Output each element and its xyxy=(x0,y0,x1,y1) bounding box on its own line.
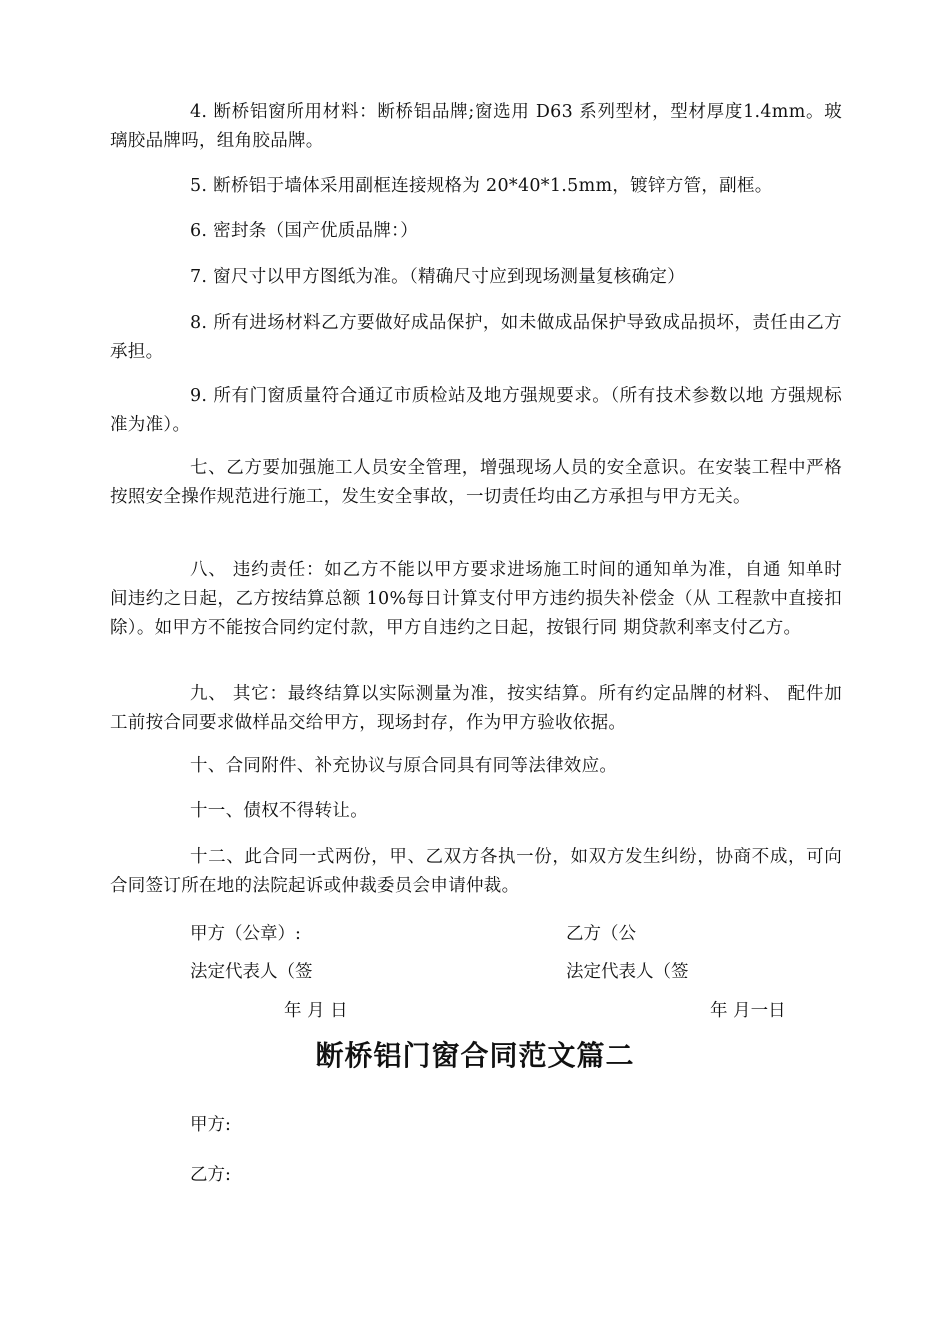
clause-4-materials: 4. 断桥铝窗所用材料：断桥铝品牌;窗选用 D63 系列型材，型材厚度1.4mm。玻璃胶品牌吗，组角胶品牌。 xyxy=(110,102,842,151)
clause-6-sealing-strip: 6. 密封条（国产优质品牌：） xyxy=(190,221,419,241)
section2-title: 断桥铝门窗合同范文篇二 xyxy=(315,1039,635,1072)
section2-party-b: 乙方: xyxy=(190,1165,231,1185)
party-a-date-label: 年 月 日 xyxy=(284,1001,348,1021)
clause-5-subframe: 5. 断桥铝于墙体采用副框连接规格为 20*40*1.5mm，镀锌方管，副框。 xyxy=(190,176,773,196)
party-b-rep-label: 法定代表人（签 xyxy=(566,962,689,982)
party-b-seal-label: 乙方（公 xyxy=(566,924,636,944)
section-9-other: 九、 其它：最终结算以实际测量为准，按实结算。所有约定品牌的材料、 配件加工前按合同要求做样品交给甲方，现场封存，作为甲方验收依据。 xyxy=(110,684,842,733)
section-10-attachments: 十、合同附件、补充协议与原合同具有同等法律效应。 xyxy=(190,756,618,776)
clause-7-window-size: 7. 窗尺寸以甲方图纸为准。（精确尺寸应到现场测量复核确定） xyxy=(190,267,686,287)
section-11-debt: 十一、债权不得转让。 xyxy=(190,801,368,821)
party-b-date-label: 年 月一日 xyxy=(710,1001,786,1021)
section-8-liability: 八、 违约责任：如乙方不能以甲方要求进场施工时间的通知单为准，自通 知单时间违约之日起，乙方按结算总额 10%每日计算支付甲方违约损失补偿金（从 工程款中直接扣除）。如甲方不能按合同约定付款，甲方自违约之日起，按银行同 期贷款利率支付乙方。 xyxy=(110,560,842,638)
section2-party-a: 甲方: xyxy=(190,1115,231,1135)
clause-9-quality: 9. 所有门窗质量符合通辽市质检站及地方强规要求。（所有技术参数以地 方强规标准为准）。 xyxy=(110,386,842,435)
section-7-safety: 七、乙方要加强施工人员安全管理，增强现场人员的安全意识。在安装工程中严格按照安全操作规范进行施工，发生安全事故，一切责任均由乙方承担与甲方无关。 xyxy=(110,458,842,507)
party-a-rep-label: 法定代表人（签 xyxy=(190,962,313,982)
section-12-copies: 十二、此合同一式两份，甲、乙双方各执一份，如双方发生纠纷，协商不成，可向合同签订所在地的法院起诉或仲裁委员会申请仲裁。 xyxy=(110,847,842,896)
party-a-seal-label: 甲方（公章）: xyxy=(190,924,301,944)
clause-8-protection: 8. 所有进场材料乙方要做好成品保护，如未做成品保护导致成品损坏，责任由乙方承担。 xyxy=(110,313,842,362)
